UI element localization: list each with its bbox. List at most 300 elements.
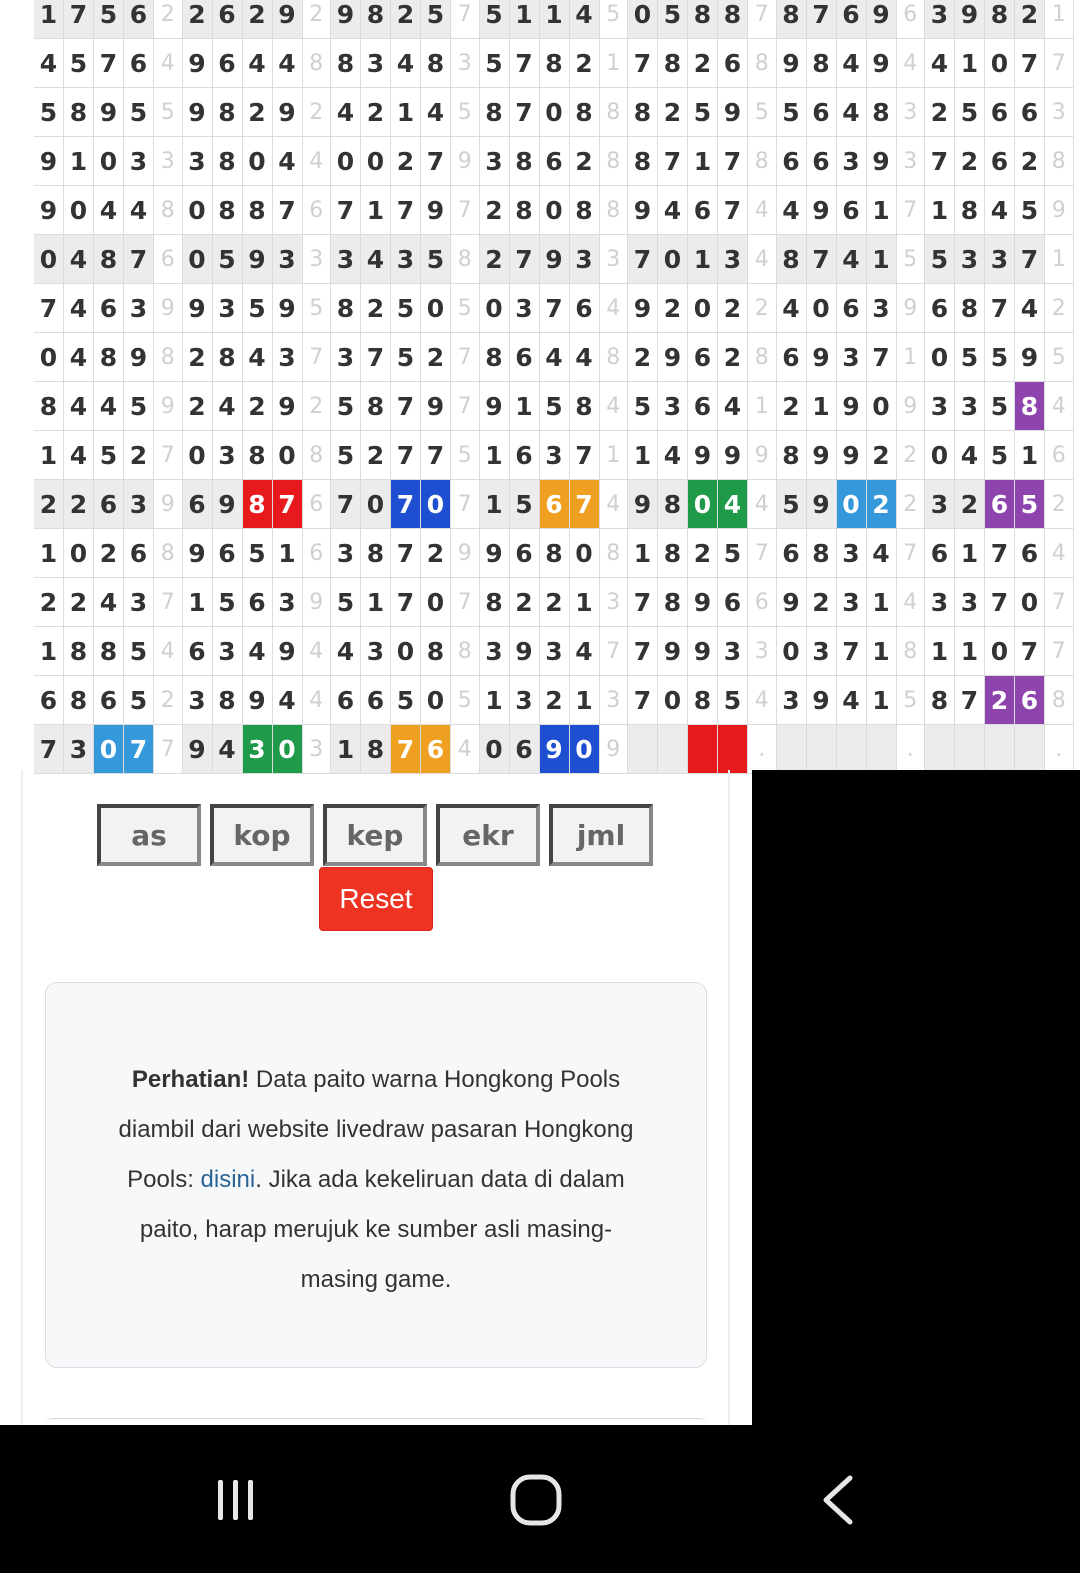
paito-digit-cell: 0 (243, 137, 273, 186)
paito-separator-cell: 2 (897, 480, 926, 529)
paito-digit-cell: 2 (361, 431, 391, 480)
paito-separator-cell: 6 (303, 186, 332, 235)
paito-digit-cell: 0 (867, 382, 897, 431)
paito-digit-cell: 8 (985, 0, 1015, 39)
paito-digit-cell: 0 (985, 39, 1015, 88)
kop-button[interactable]: kop (210, 804, 314, 866)
paito-digit-cell: 0 (480, 284, 510, 333)
paito-digit-cell: 2 (570, 39, 600, 88)
paito-digit-cell: 8 (955, 284, 985, 333)
source-link[interactable]: disini (200, 1166, 256, 1193)
paito-separator-cell: 7 (303, 333, 332, 382)
paito-separator-cell: 1 (748, 382, 777, 431)
ekr-button[interactable]: ekr (436, 804, 540, 866)
paito-digit-cell: 8 (213, 186, 243, 235)
paito-separator-cell: 4 (154, 627, 183, 676)
paito-digit-cell: 0 (183, 235, 213, 284)
paito-separator-cell: 6 (303, 480, 332, 529)
paito-digit-cell: 7 (510, 39, 540, 88)
paito-digit-cell: 5 (331, 382, 361, 431)
paito-digit-cell: 3 (658, 382, 688, 431)
paito-digit-cell: 4 (540, 333, 570, 382)
paito-digit-cell: 6 (510, 529, 540, 578)
paito-digit-cell: 0 (837, 480, 867, 529)
paito-separator-cell: 7 (1045, 578, 1074, 627)
paito-separator-cell: 8 (451, 627, 480, 676)
paito-digit-cell: 9 (421, 186, 451, 235)
paito-separator-cell: 7 (897, 529, 926, 578)
paito-separator-cell: 8 (154, 186, 183, 235)
paito-digit-cell: 4 (658, 431, 688, 480)
paito-digit-cell: 7 (510, 235, 540, 284)
paito-digit-cell: 5 (925, 235, 955, 284)
paito-digit-cell: 8 (34, 382, 64, 431)
paito-digit-cell: 5 (718, 529, 748, 578)
paito-separator-cell: 4 (1045, 382, 1074, 431)
paito-separator-cell: 1 (1045, 0, 1074, 39)
paito-digit-cell: 4 (658, 186, 688, 235)
paito-digit-cell: 1 (570, 676, 600, 725)
paito-digit-cell: 2 (421, 529, 451, 578)
paito-digit-cell: 7 (1015, 627, 1045, 676)
paito-separator-cell: 8 (154, 529, 183, 578)
paito-separator-cell: 3 (303, 725, 332, 774)
paito-separator-cell: 5 (600, 0, 629, 39)
paito-digit-cell: 0 (628, 0, 658, 39)
paito-digit-cell: 3 (331, 529, 361, 578)
paito-separator-cell: 5 (154, 88, 183, 137)
paito-digit-cell: 2 (807, 578, 837, 627)
paito-digit-cell: 2 (243, 88, 273, 137)
paito-digit-cell: 1 (955, 529, 985, 578)
paito-digit-cell: 7 (807, 235, 837, 284)
paito-digit-cell: 1 (867, 676, 897, 725)
paito-digit-cell: 7 (1015, 235, 1045, 284)
paito-digit-cell: 2 (243, 0, 273, 39)
paito-separator-cell: 8 (600, 333, 629, 382)
paito-digit-cell: 2 (867, 431, 897, 480)
paito-digit-cell: 8 (718, 0, 748, 39)
paito-digit-cell: 8 (421, 627, 451, 676)
paito-digit-cell: 7 (570, 480, 600, 529)
paito-digit-cell: 0 (688, 480, 718, 529)
paito-digit-cell: 9 (34, 137, 64, 186)
paito-separator-cell: 4 (748, 480, 777, 529)
paito-digit-cell: 8 (64, 627, 94, 676)
paito-digit-cell: 1 (867, 186, 897, 235)
paito-separator-cell: 8 (303, 431, 332, 480)
paito-separator-cell: 3 (748, 627, 777, 676)
paito-digit-cell: 1 (540, 0, 570, 39)
paito-digit-cell: 5 (243, 284, 273, 333)
paito-digit-cell: 3 (391, 235, 421, 284)
paito-separator-cell: 3 (1045, 88, 1074, 137)
paito-digit-cell: 7 (540, 284, 570, 333)
paito-digit-cell: 0 (925, 431, 955, 480)
paito-digit-cell: 6 (777, 529, 807, 578)
paito-digit-cell: 6 (688, 333, 718, 382)
paito-digit-cell: 7 (391, 725, 421, 774)
paito-digit-cell: 6 (213, 0, 243, 39)
paito-digit-cell: 9 (243, 676, 273, 725)
paito-digit-cell: 6 (510, 333, 540, 382)
paito-digit-cell: 8 (331, 39, 361, 88)
paito-separator-cell: 7 (451, 382, 480, 431)
paito-digit-cell: 8 (421, 39, 451, 88)
paito-digit-cell: 9 (807, 333, 837, 382)
paito-separator-cell: 5 (897, 676, 926, 725)
paito-digit-cell: 0 (540, 88, 570, 137)
paito-digit-cell: 6 (807, 88, 837, 137)
paito-digit-cell: 9 (273, 88, 303, 137)
paito-digit-cell: 4 (361, 235, 391, 284)
paito-separator-cell: 8 (1045, 137, 1074, 186)
paito-digit-cell: 8 (64, 676, 94, 725)
paito-digit-cell: 8 (94, 627, 124, 676)
paito-separator-cell: 5 (451, 284, 480, 333)
paito-digit-cell: 2 (718, 333, 748, 382)
paito-separator-cell: 8 (600, 529, 629, 578)
paito-separator-cell: 2 (1045, 480, 1074, 529)
paito-digit-cell: 6 (421, 725, 451, 774)
paito-digit-cell: 8 (480, 578, 510, 627)
paito-digit-cell: 2 (183, 333, 213, 382)
paito-digit-cell: 2 (391, 0, 421, 39)
jml-button[interactable]: jml (549, 804, 653, 866)
paito-separator-cell: 4 (600, 284, 629, 333)
back-icon[interactable] (788, 1465, 888, 1535)
paito-digit-cell: 0 (480, 725, 510, 774)
paito-separator-cell: 2 (1045, 284, 1074, 333)
paito-digit-cell: 7 (64, 0, 94, 39)
paito-digit-cell: 4 (837, 235, 867, 284)
paito-digit-cell: 2 (1015, 137, 1045, 186)
paito-digit-cell: 9 (807, 431, 837, 480)
paito-digit-cell: 1 (867, 235, 897, 284)
paito-digit-cell: 3 (837, 137, 867, 186)
paito-digit-cell (955, 725, 985, 774)
paito-digit-cell: 7 (331, 186, 361, 235)
paito-digit-cell: 0 (94, 725, 124, 774)
paito-digit-cell: 2 (361, 88, 391, 137)
paito-separator-cell: 3 (154, 137, 183, 186)
paito-digit-cell: 4 (331, 88, 361, 137)
paito-digit-cell: 5 (64, 39, 94, 88)
paito-separator-cell: 3 (600, 235, 629, 284)
paito-digit-cell: 7 (391, 529, 421, 578)
paito-digit-cell: 3 (273, 235, 303, 284)
paito-separator-cell: 4 (748, 186, 777, 235)
paito-digit-cell: 5 (658, 0, 688, 39)
paito-digit-cell: 3 (925, 578, 955, 627)
paito-digit-cell: 5 (94, 431, 124, 480)
paito-digit-cell: 2 (124, 431, 154, 480)
paito-digit-cell: 0 (34, 235, 64, 284)
paito-separator-cell: 9 (897, 382, 926, 431)
paito-separator-cell: 1 (600, 39, 629, 88)
paito-digit-cell: 4 (955, 431, 985, 480)
paito-separator-cell: 3 (600, 578, 629, 627)
notice-bold: Perhatian! (131, 1066, 250, 1093)
paito-digit-cell: 5 (124, 676, 154, 725)
paito-digit-cell: 3 (718, 627, 748, 676)
paito-digit-cell: 1 (925, 186, 955, 235)
paito-digit-cell: 8 (658, 529, 688, 578)
paito-digit-cell: 4 (1015, 284, 1045, 333)
paito-digit-cell: 6 (183, 480, 213, 529)
paito-digit-cell: 1 (510, 0, 540, 39)
paito-digit-cell: 0 (688, 284, 718, 333)
paito-digit-cell (925, 725, 955, 774)
paito-digit-cell: 6 (361, 676, 391, 725)
paito-digit-cell: 3 (955, 235, 985, 284)
paito-digit-cell: 8 (570, 88, 600, 137)
paito-digit-cell: 0 (361, 480, 391, 529)
paito-digit-cell: 6 (124, 0, 154, 39)
paito-digit-cell: 0 (64, 186, 94, 235)
paito-digit-cell: 9 (688, 627, 718, 676)
paito-digit-cell: 2 (628, 333, 658, 382)
paito-digit-cell: 5 (1015, 186, 1045, 235)
paito-digit-cell: 6 (94, 676, 124, 725)
paito-digit-cell: 9 (777, 39, 807, 88)
paito-separator-cell: 4 (897, 39, 926, 88)
paito-digit-cell: 4 (64, 235, 94, 284)
paito-digit-cell: 8 (361, 382, 391, 431)
paito-digit-cell: 0 (94, 137, 124, 186)
paito-separator-cell: 2 (303, 88, 332, 137)
paito-separator-cell: 4 (303, 676, 332, 725)
paito-digit-cell: 6 (688, 186, 718, 235)
paito-digit-cell: 5 (480, 0, 510, 39)
paito-digit-cell: 9 (540, 725, 570, 774)
paito-digit-cell: 4 (243, 333, 273, 382)
paito-digit-cell: 2 (391, 137, 421, 186)
home-icon[interactable] (486, 1465, 586, 1535)
paito-separator-cell: 8 (303, 39, 332, 88)
paito-digit-cell: 2 (64, 480, 94, 529)
paito-digit-cell: 0 (421, 284, 451, 333)
paito-digit-cell: 7 (391, 382, 421, 431)
paito-digit-cell: 3 (331, 333, 361, 382)
paito-digit-cell: 6 (94, 480, 124, 529)
paito-digit-cell: 3 (273, 333, 303, 382)
paito-digit-cell: 2 (540, 578, 570, 627)
paito-digit-cell: 4 (837, 39, 867, 88)
paito-digit-cell: 2 (985, 676, 1015, 725)
paito-digit-cell: 0 (658, 235, 688, 284)
kep-button[interactable]: kep (323, 804, 427, 866)
paito-digit-cell: 0 (807, 284, 837, 333)
paito-digit-cell: 6 (124, 39, 154, 88)
paito-digit-cell: 3 (183, 137, 213, 186)
paito-table (34, 0, 1076, 770)
paito-digit-cell: 2 (718, 284, 748, 333)
paito-digit-cell: 6 (510, 725, 540, 774)
paito-digit-cell: 0 (1015, 578, 1045, 627)
paito-digit-cell: 2 (955, 137, 985, 186)
paito-digit-cell (837, 725, 867, 774)
paito-digit-cell: 9 (837, 431, 867, 480)
paito-digit-cell: 6 (331, 676, 361, 725)
paito-separator-cell: 9 (451, 137, 480, 186)
paito-digit-cell (985, 725, 1015, 774)
paito-digit-cell: 2 (540, 676, 570, 725)
paito-digit-cell: 1 (955, 39, 985, 88)
paito-digit-cell: 8 (94, 235, 124, 284)
paito-digit-cell: 7 (628, 235, 658, 284)
paito-digit-cell: 8 (361, 0, 391, 39)
paito-separator-cell: 6 (154, 235, 183, 284)
paito-digit-cell: 8 (480, 88, 510, 137)
paito-digit-cell: 9 (510, 627, 540, 676)
paito-digit-cell: 0 (391, 627, 421, 676)
paito-digit-cell: 3 (837, 578, 867, 627)
paito-digit-cell: 6 (510, 431, 540, 480)
paito-digit-cell: 7 (273, 480, 303, 529)
paito-separator-cell: 9 (451, 529, 480, 578)
paito-separator-cell: 4 (303, 137, 332, 186)
paito-digit-cell: 4 (570, 333, 600, 382)
paito-digit-cell: 9 (183, 284, 213, 333)
paito-digit-cell: 9 (34, 186, 64, 235)
paito-digit-cell: 7 (124, 725, 154, 774)
paito-digit-cell: 8 (213, 676, 243, 725)
paito-digit-cell: 3 (985, 235, 1015, 284)
paito-digit-cell: 7 (421, 137, 451, 186)
paito-separator-cell: 5 (748, 88, 777, 137)
notice-text-2: . Jika ada kekeliruan data di dalam paito, harap merujuk ke sumber asli masing-masing game. (139, 1166, 625, 1293)
paito-digit-cell: 4 (64, 382, 94, 431)
paito-digit-cell: 6 (213, 529, 243, 578)
paito-separator-cell: . (897, 725, 926, 774)
paito-digit-cell: 7 (867, 333, 897, 382)
paito-digit-cell: 6 (718, 39, 748, 88)
paito-digit-cell: 0 (570, 725, 600, 774)
paito-digit-cell: 9 (124, 333, 154, 382)
paito-digit-cell: 5 (94, 0, 124, 39)
paito-digit-cell: 6 (985, 88, 1015, 137)
paito-digit-cell: 7 (361, 333, 391, 382)
recent-apps-icon[interactable] (186, 1465, 286, 1535)
paito-digit-cell: 2 (361, 284, 391, 333)
paito-digit-cell: 6 (570, 284, 600, 333)
paito-digit-cell: 8 (361, 529, 391, 578)
paito-digit-cell: 6 (124, 529, 154, 578)
paito-digit-cell: 9 (421, 382, 451, 431)
paito-digit-cell (777, 725, 807, 774)
paito-digit-cell: 0 (925, 333, 955, 382)
paito-digit-cell: 8 (331, 284, 361, 333)
paito-digit-cell: 4 (421, 88, 451, 137)
paito-digit-cell: 1 (1015, 431, 1045, 480)
paito-digit-cell: 3 (837, 529, 867, 578)
paito-digit-cell: 4 (64, 333, 94, 382)
paito-digit-cell: 9 (807, 480, 837, 529)
paito-digit-cell: 4 (570, 0, 600, 39)
paito-digit-cell: 2 (688, 529, 718, 578)
paito-digit-cell: 9 (867, 39, 897, 88)
paito-digit-cell: 8 (510, 137, 540, 186)
paito-digit-cell: 5 (331, 578, 361, 627)
paito-digit-cell: 2 (510, 578, 540, 627)
paito-digit-cell: 8 (1015, 382, 1045, 431)
paito-separator-cell: 4 (451, 725, 480, 774)
paito-digit-cell: 5 (480, 39, 510, 88)
paito-digit-cell: 1 (480, 431, 510, 480)
paito-digit-cell: 3 (955, 382, 985, 431)
paito-digit-cell: 5 (213, 235, 243, 284)
paito-digit-cell: 5 (391, 676, 421, 725)
paito-digit-cell: 5 (540, 382, 570, 431)
paito-digit-cell: 2 (1015, 0, 1045, 39)
paito-digit-cell: 8 (510, 186, 540, 235)
paito-separator-cell: 7 (451, 333, 480, 382)
paito-digit-cell: 5 (510, 480, 540, 529)
paito-digit-cell: 7 (331, 480, 361, 529)
paito-digit-cell: 5 (985, 333, 1015, 382)
paito-separator-cell: 4 (154, 39, 183, 88)
paito-digit-cell: 3 (925, 0, 955, 39)
paito-separator-cell: 4 (748, 235, 777, 284)
paito-digit-cell: 4 (64, 431, 94, 480)
reset-button[interactable]: Reset (319, 867, 433, 931)
paito-separator-cell: 4 (897, 578, 926, 627)
paito-digit-cell: 8 (540, 529, 570, 578)
paito-digit-cell (807, 725, 837, 774)
paito-separator-cell: 9 (897, 284, 926, 333)
paito-digit-cell: 5 (124, 382, 154, 431)
as-button[interactable]: as (97, 804, 201, 866)
paito-digit-cell (688, 725, 718, 774)
paito-digit-cell: 5 (243, 529, 273, 578)
paito-digit-cell: 1 (867, 627, 897, 676)
paito-separator-cell: 7 (451, 578, 480, 627)
paito-digit-cell: 8 (658, 480, 688, 529)
paito-digit-cell: 9 (688, 578, 718, 627)
paito-digit-cell: 0 (985, 627, 1015, 676)
paito-digit-cell: 7 (985, 578, 1015, 627)
paito-digit-cell: 7 (628, 578, 658, 627)
paito-digit-cell: 7 (273, 186, 303, 235)
paito-digit-cell: 8 (540, 39, 570, 88)
paito-digit-cell: 1 (64, 137, 94, 186)
paito-digit-cell: 3 (718, 235, 748, 284)
paito-separator-cell: 7 (451, 0, 480, 39)
paito-digit-cell: 8 (807, 39, 837, 88)
paito-digit-cell: 1 (183, 578, 213, 627)
paito-digit-cell: 3 (807, 627, 837, 676)
paito-digit-cell: 5 (777, 88, 807, 137)
paito-digit-cell: 6 (718, 578, 748, 627)
paito-separator-cell: 8 (154, 333, 183, 382)
paito-digit-cell: 2 (183, 0, 213, 39)
paito-separator-cell: 2 (897, 431, 926, 480)
paito-digit-cell: 1 (628, 431, 658, 480)
paito-digit-cell: 5 (421, 235, 451, 284)
paito-separator-cell: 3 (897, 88, 926, 137)
paito-digit-cell: 7 (1015, 39, 1045, 88)
paito-digit-cell: 2 (34, 480, 64, 529)
paito-digit-cell: 4 (867, 529, 897, 578)
paito-digit-cell: 7 (628, 627, 658, 676)
paito-digit-cell: 3 (243, 725, 273, 774)
paito-digit-cell: 7 (925, 137, 955, 186)
paito-digit-cell: 7 (658, 137, 688, 186)
paito-separator-cell: 6 (303, 529, 332, 578)
paito-digit-cell: 3 (213, 431, 243, 480)
paito-digit-cell: 5 (628, 382, 658, 431)
